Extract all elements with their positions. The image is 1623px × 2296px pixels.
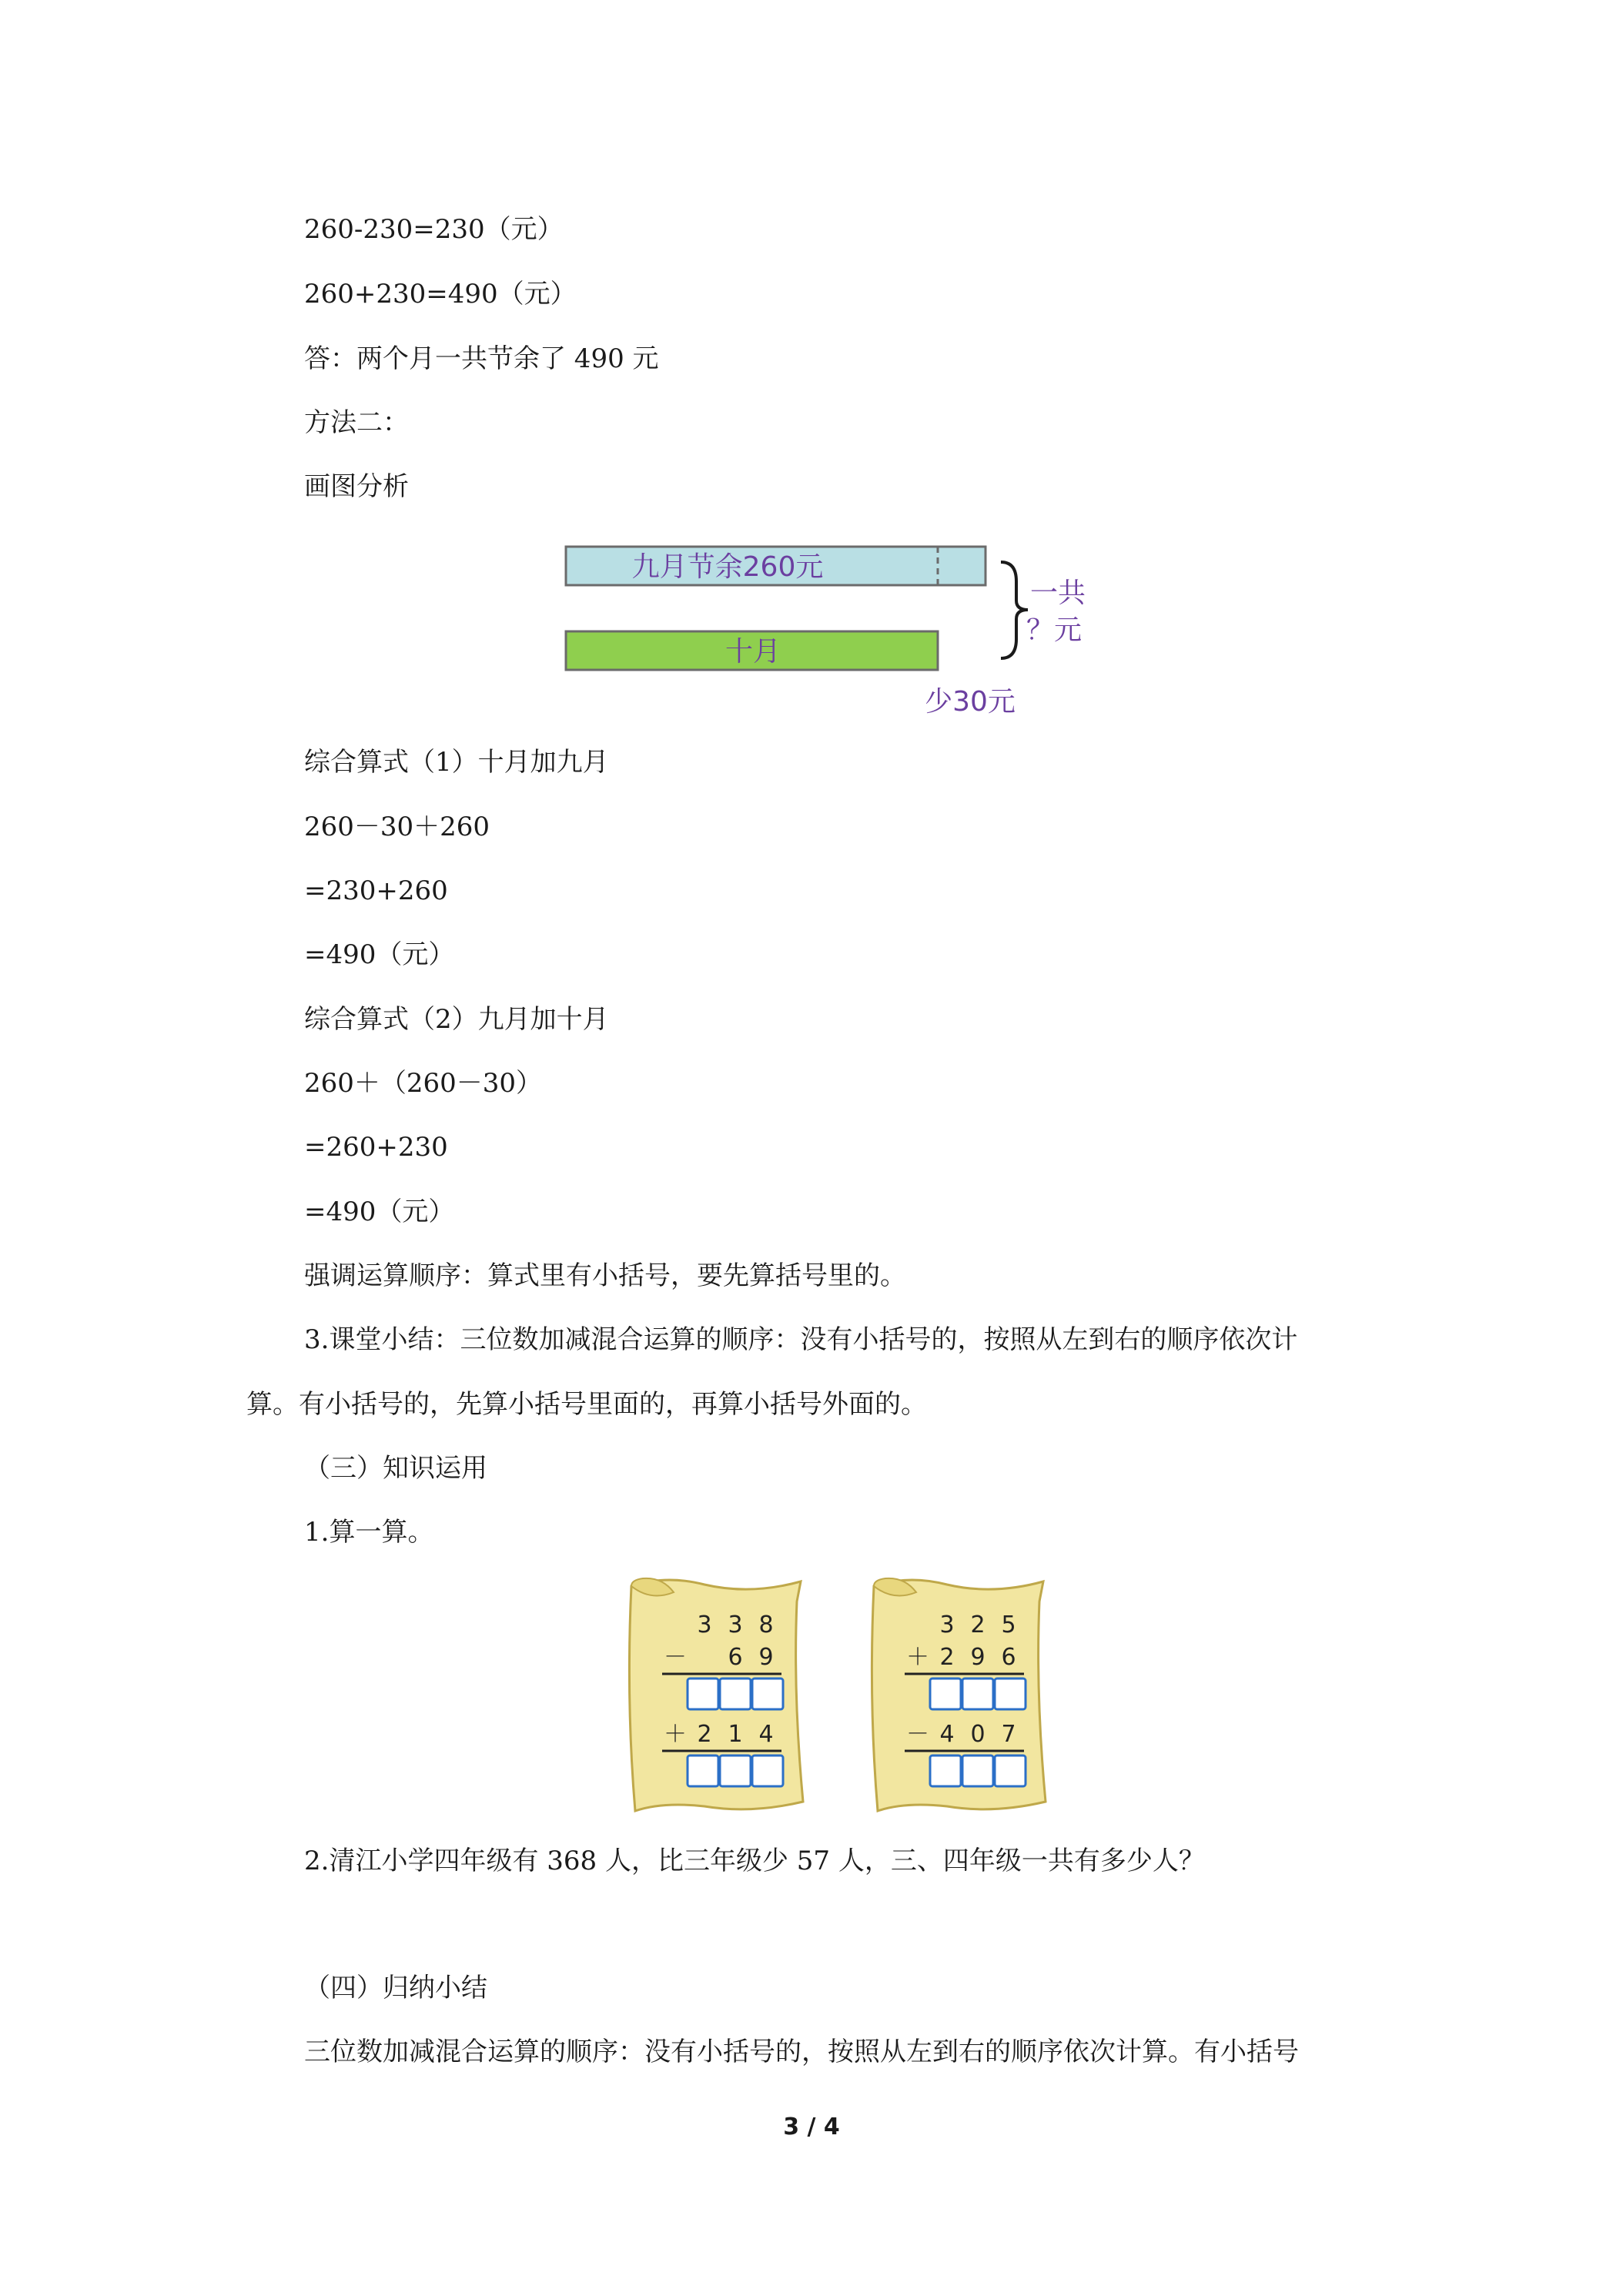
scroll-1-r2-d2: 6	[728, 1644, 743, 1671]
scroll-2-r1-d2: 2	[970, 1612, 986, 1638]
conclusion-line: 三位数加减混合运算的顺序：没有小括号的，按照从左到右的顺序依次计算。有小括号	[304, 2037, 1299, 2067]
scroll-2-r2-d1: 2	[939, 1644, 955, 1671]
scroll-1-r1-d3: 8	[758, 1612, 774, 1638]
scroll-1	[629, 1578, 803, 1811]
emphasis-line: 强调运算顺序：算式里有小括号，要先算括号里的。	[304, 1260, 906, 1291]
eq-line-2: 260+230=490（元）	[304, 279, 577, 310]
scroll-2-r2-d3: 6	[1001, 1644, 1016, 1671]
scroll-1-r2-d3: 9	[758, 1644, 774, 1671]
scroll-1-answer-box-3[interactable]	[752, 1678, 783, 1709]
formula-1-step-1: 260－30＋260	[304, 812, 490, 842]
formula-2-step-3: =490（元）	[304, 1197, 455, 1227]
scroll-1-r3-d2: 1	[728, 1721, 743, 1748]
scroll-2-answer-box-4[interactable]	[930, 1755, 961, 1786]
september-label: 九月节余260元	[631, 551, 824, 583]
scroll-1-r1-d1: 3	[697, 1612, 712, 1638]
scroll-2-op1: ＋	[906, 1644, 929, 1671]
bar-diagram	[539, 524, 1086, 724]
formula-2-step-1: 260＋（260－30）	[304, 1068, 543, 1099]
scroll-2-r3-d1: 4	[939, 1721, 955, 1748]
scroll-2-answer-box-5[interactable]	[962, 1755, 993, 1786]
scroll-1-r3-d3: 4	[758, 1721, 774, 1748]
formula-1-step-2: =230+260	[304, 875, 448, 906]
scroll-1-answer-box-5[interactable]	[720, 1755, 751, 1786]
scroll-1-op2: ＋	[664, 1721, 687, 1748]
total-brace	[1001, 562, 1028, 658]
scroll-2-op2: －	[906, 1721, 929, 1748]
calculation-scrolls	[620, 1571, 1074, 1825]
scroll-1-answer-box-4[interactable]	[688, 1755, 718, 1786]
formula-1-step-3: =490（元）	[304, 939, 455, 970]
scroll-2-answer-box-3[interactable]	[995, 1678, 1026, 1709]
scroll-1-r1-d2: 3	[728, 1612, 743, 1638]
summary-line-2: 算。有小括号的，先算小括号里面的，再算小括号外面的。	[246, 1389, 927, 1420]
scroll-1-answer-box-6[interactable]	[752, 1755, 783, 1786]
method-two-heading: 方法二：	[304, 407, 409, 438]
october-label: 十月	[724, 636, 781, 668]
exercise-1-heading: 1.算一算。	[304, 1517, 434, 1548]
exercise-2-question: 2.清江小学四年级有 368 人，比三年级少 57 人，三、四年级一共有多少人？	[304, 1846, 1205, 1876]
total-label-line2: ？元	[1026, 614, 1082, 646]
summary-line-1: 3.课堂小结：三位数加减混合运算的顺序：没有小括号的，按照从左到右的顺序依次计	[304, 1324, 1298, 1355]
formula-2-step-2: =260+230	[304, 1132, 448, 1163]
scroll-2-answer-box-2[interactable]	[962, 1678, 993, 1709]
scroll-2-r1-d1: 3	[939, 1612, 955, 1638]
scroll-2	[872, 1578, 1046, 1811]
section-three-heading: （三）知识运用	[304, 1453, 487, 1484]
formula-2-heading: 综合算式（2）九月加十月	[304, 1004, 609, 1035]
scroll-1-op1: －	[664, 1644, 687, 1671]
diagram-heading: 画图分析	[304, 471, 409, 502]
answer-line: 答：两个月一共节余了 490 元	[304, 343, 659, 374]
scroll-2-r2-d2: 9	[970, 1644, 986, 1671]
scroll-1-r3-d1: 2	[697, 1721, 712, 1748]
scroll-2-answer-box-1[interactable]	[930, 1678, 961, 1709]
scroll-2-answer-box-6[interactable]	[995, 1755, 1026, 1786]
total-label-line1: 一共	[1029, 577, 1086, 609]
section-four-heading: （四）归纳小结	[304, 1973, 487, 2003]
eq-line-1: 260-230=230（元）	[304, 214, 564, 245]
scroll-2-r3-d3: 7	[1001, 1721, 1016, 1748]
scroll-2-r1-d3: 5	[1001, 1612, 1016, 1638]
scroll-1-answer-box-2[interactable]	[720, 1678, 751, 1709]
formula-1-heading: 综合算式（1）十月加九月	[304, 747, 609, 778]
scroll-1-answer-box-1[interactable]	[688, 1678, 718, 1709]
less-label: 少30元	[925, 686, 1016, 718]
page-number: 3 / 4	[783, 2114, 840, 2140]
scroll-2-r3-d2: 0	[970, 1721, 986, 1748]
